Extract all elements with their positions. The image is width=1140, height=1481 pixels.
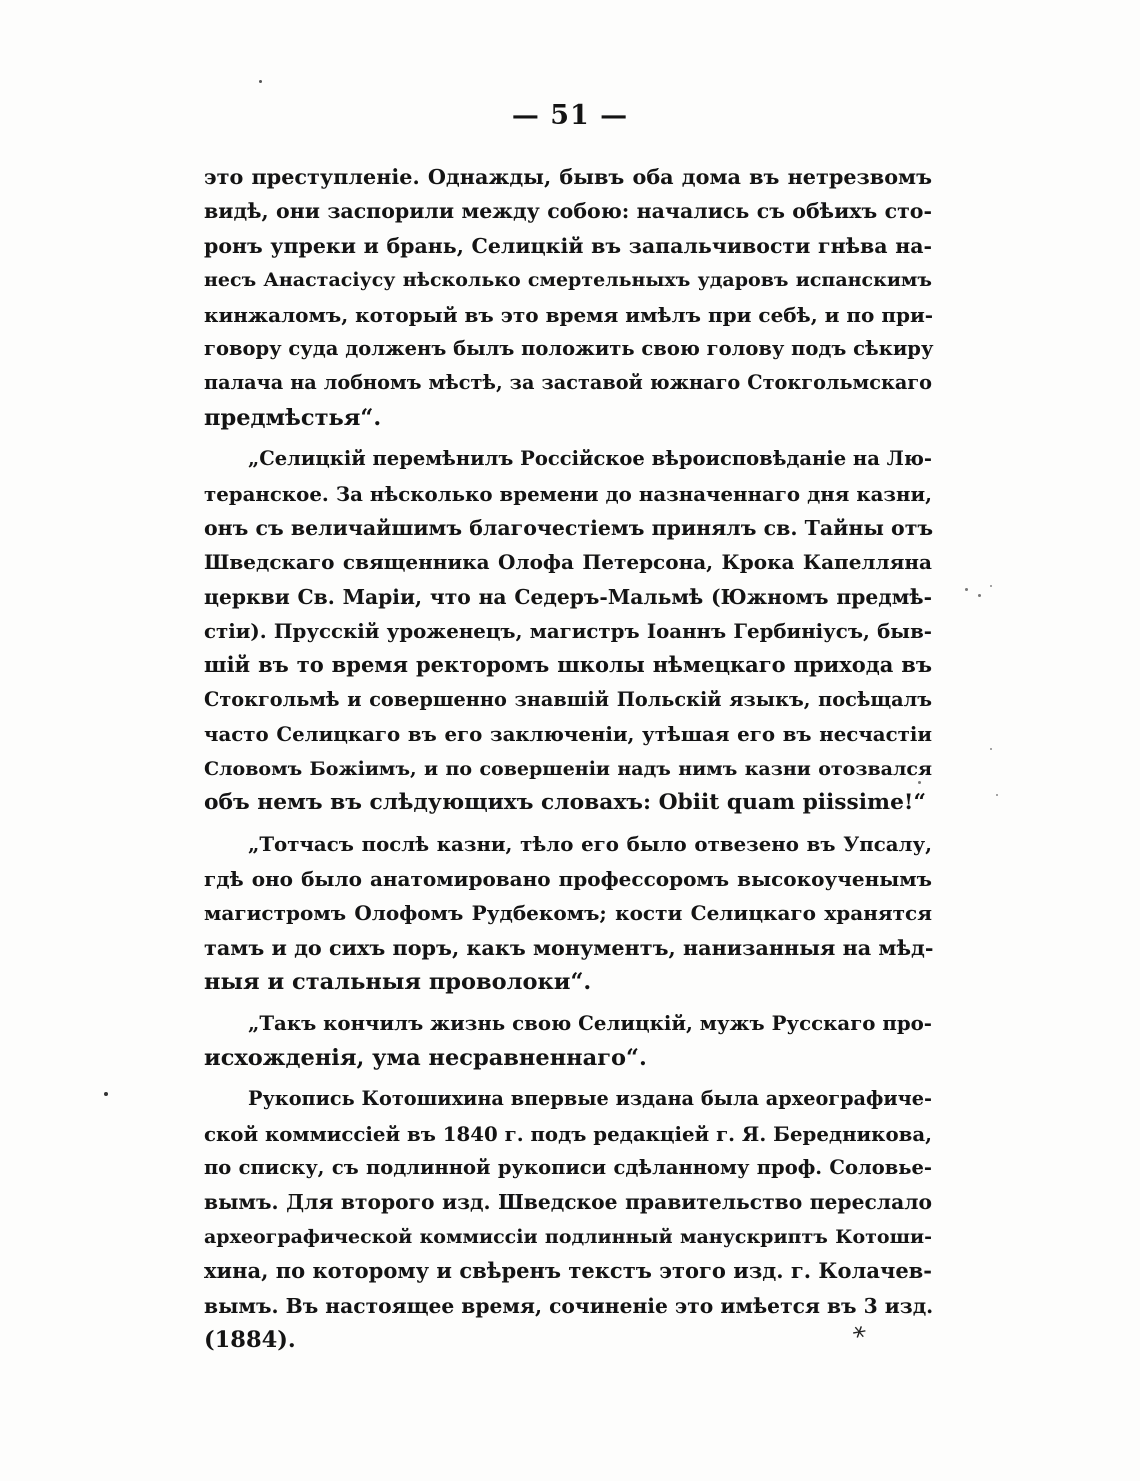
text-line: онъ съ величайшимъ благочестіемъ принялъ св. Тайны отъ: [204, 515, 934, 540]
text-line: Словомъ Божіимъ, и по совершеніи надъ нимъ казни отозвался: [204, 757, 932, 780]
text-line: объ немъ въ слѣдующихъ словахъ: Obiit quam piissime!“: [204, 790, 926, 816]
paragraph: [204, 160, 932, 435]
page-number: — 51 —: [511, 100, 629, 131]
text-line: магистромъ Олофомъ Рудбекомъ; кости Селицкаго хранятся: [204, 901, 932, 926]
text-line: ныя и стальныя проволоки“.: [204, 968, 592, 995]
text-line: несъ Анастасіусу нѣсколько смертельныхъ ударовъ испанскимъ: [204, 269, 932, 292]
text-line: по списку, съ подлинной рукописи сдѣланному проф. Соловье-: [204, 1155, 932, 1179]
text-line: часто Селицкаго въ его заключеніи, утѣшая его въ несчастіи: [204, 722, 932, 747]
text-line: „Такъ кончилъ жизнь свою Селицкій, мужъ Русскаго про-: [248, 1011, 932, 1036]
text-line: шій въ то время ректоромъ школы нѣмецкаго прихода въ: [204, 652, 932, 678]
text-line: предмѣстья“.: [204, 404, 382, 431]
scan-speck: [996, 794, 998, 796]
paragraph: [204, 442, 932, 820]
text-line: „Селицкій перемѣнилъ Россійское вѣроисповѣданіе на Лю-: [248, 447, 932, 471]
text-line: стіи). Прусскій уроженецъ, магистръ Іоаннъ Гербиніусъ, быв-: [204, 619, 932, 644]
paragraph-gap: [204, 820, 932, 827]
text-line: хина, по которому и свѣренъ текстъ этого изд. г. Колачев-: [204, 1258, 932, 1284]
text-line: Шведскаго священника Олофа Петерсона, Крока Капелляна: [204, 550, 932, 575]
text-line: Стокгольмѣ и совершенно знавшій Польскій языкъ, посѣщалъ: [204, 687, 932, 711]
paragraph-gap: [204, 435, 932, 442]
text-line: церкви Св. Маріи, что на Седеръ-Мальмѣ (Южномъ предмѣ-: [204, 584, 932, 609]
text-line: говору суда долженъ былъ положить свою голову подъ сѣкиру: [204, 336, 934, 360]
text-line: исхожденія, ума несравненнаго“.: [204, 1044, 647, 1071]
paragraph-gap: [204, 1075, 932, 1082]
text-line: „Тотчасъ послѣ казни, тѣло его было отвезено въ Упсалу,: [248, 832, 932, 857]
scan-speck: [104, 1092, 108, 1096]
paragraph-gap: [204, 999, 932, 1006]
text-line: Рукопись Котошихина впервые издана была археографиче-: [248, 1087, 932, 1111]
scan-speck: [965, 588, 968, 591]
end-asterisk: *: [846, 1320, 869, 1354]
paragraph: [204, 827, 932, 999]
text-line: вымъ. Въ настоящее время, сочиненіе это имѣется въ 3 изд.: [204, 1293, 934, 1318]
scan-speck: [990, 585, 992, 587]
text-line: ронъ упреки и брань, Селицкій въ запальчивости гнѣва на-: [204, 233, 932, 258]
text-line: гдѣ оно было анатомировано профессоромъ высокоученымъ: [204, 866, 932, 891]
text-line: кинжаломъ, который въ это время имѣлъ при себѣ, и по при-: [204, 302, 934, 327]
text-line: тамъ и до сихъ поръ, какъ монументъ, нанизанныя на мѣд-: [204, 935, 934, 960]
scan-speck: [990, 748, 992, 750]
scan-speck: [259, 80, 262, 83]
text-line: ской коммиссіей въ 1840 г. подъ редакціей г. Я. Бередникова,: [204, 1121, 933, 1146]
paragraph: [204, 1006, 932, 1075]
text-line: видѣ, они заспорили между собою: начались съ обѣихъ сто-: [204, 199, 932, 224]
body-text: [204, 160, 932, 1357]
scan-speck: [918, 781, 921, 784]
text-line: вымъ. Для второго изд. Шведское правительство переслало: [204, 1190, 932, 1215]
text-line: это преступленіе. Однажды, бывъ оба дома въ нетрезвомъ: [204, 165, 932, 189]
scan-speck: [978, 594, 981, 597]
text-line: археографической коммиссіи подлинный манускриптъ Котоши-: [204, 1225, 932, 1248]
paragraph: [204, 1082, 932, 1357]
text-line: палача на лобномъ мѣстѣ, за заставой южнаго Стокгольмскаго: [204, 371, 932, 395]
text-line: (1884).: [204, 1326, 296, 1353]
text-line: теранское. За нѣсколько времени до назначеннаго дня казни,: [204, 481, 932, 506]
